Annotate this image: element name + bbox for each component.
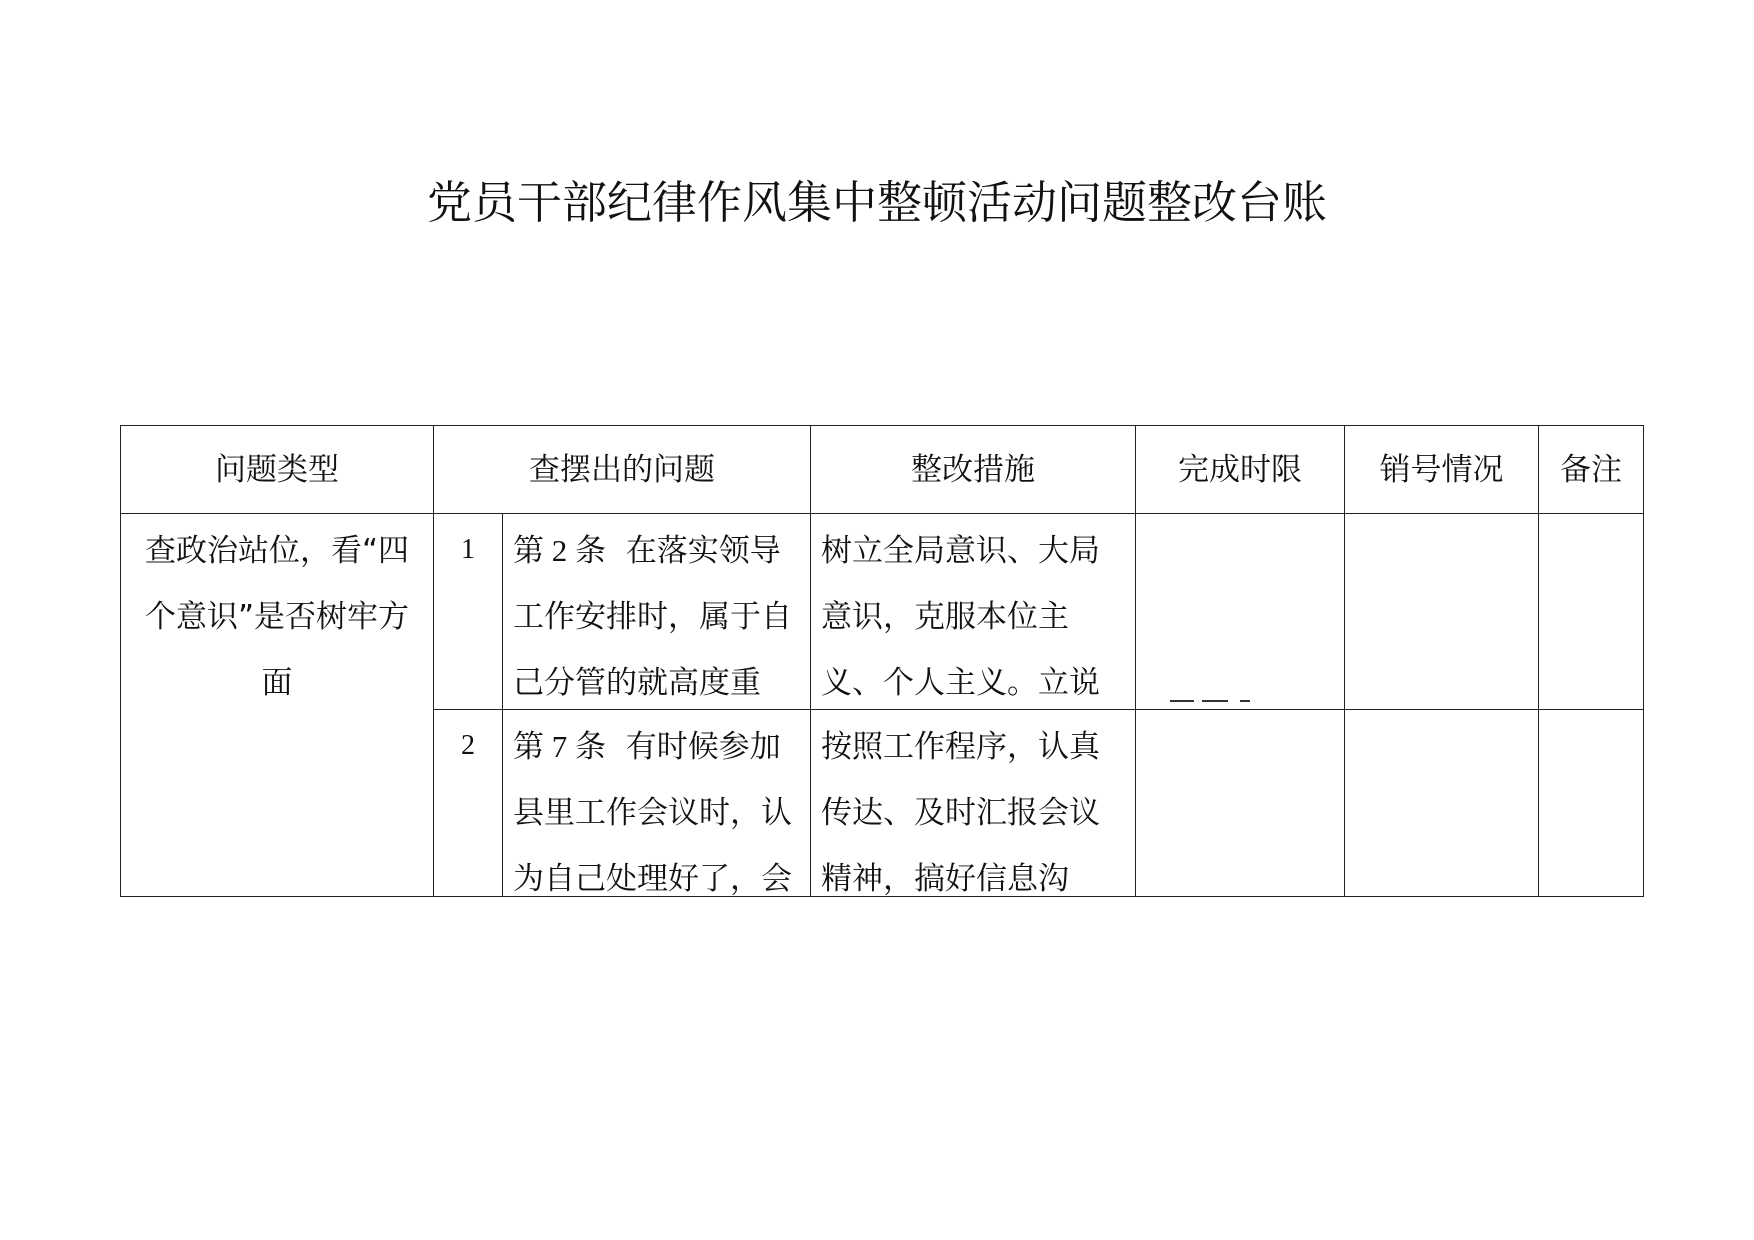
rectification-ledger-table — [120, 425, 1644, 897]
header-rectification-measures: 整改措施 — [811, 426, 1136, 514]
deadline-cell — [1136, 709, 1345, 897]
row-number: 1 — [461, 534, 475, 565]
header-remarks: 备注 — [1539, 426, 1644, 514]
remarks-cell — [1539, 514, 1644, 710]
issue-cell — [503, 709, 811, 897]
table-header-row — [121, 426, 1644, 514]
row-number-cell — [434, 514, 503, 710]
measure-text: 按照工作程序，认真传达、及时汇报会议精神，搞好信息沟 — [821, 728, 1100, 896]
clipped-text-fragment — [1136, 514, 1344, 704]
status-cell — [1345, 514, 1539, 710]
remarks-cell — [1539, 709, 1644, 897]
header-closure-status: 销号情况 — [1345, 426, 1539, 514]
status-cell — [1345, 709, 1539, 897]
table-row — [121, 514, 1644, 710]
issue-body: 有时候参加县里工作会议时，认为自己处理好了，会 — [513, 728, 792, 896]
problem-type-text: 查政治站位，看“四个意识”是否树牢方面 — [144, 533, 410, 701]
header-identified-issues: 查摆出的问题 — [434, 426, 811, 514]
row-number-cell — [434, 709, 503, 897]
header-completion-deadline: 完成时限 — [1136, 426, 1345, 514]
issue-text — [503, 710, 810, 896]
row-number: 2 — [461, 729, 475, 761]
issue-body: 在落实领导工作安排时，属于自己分管的就高度重 — [513, 533, 792, 701]
header-problem-type: 问题类型 — [121, 426, 434, 514]
problem-type-cell — [121, 514, 434, 897]
deadline-cell — [1136, 514, 1345, 710]
document-title: 党员干部纪律作风集中整顿活动问题整改台账 — [426, 176, 1327, 229]
issue-text — [503, 514, 810, 708]
measure-cell — [811, 514, 1136, 710]
article-ref: 第 2 条 — [513, 533, 606, 568]
measure-text: 树立全局意识、大局意识，克服本位主义、个人主义。立说 — [821, 533, 1100, 701]
issue-cell — [503, 514, 811, 710]
article-ref: 第 7 条 — [513, 728, 606, 764]
measure-cell — [811, 709, 1136, 897]
